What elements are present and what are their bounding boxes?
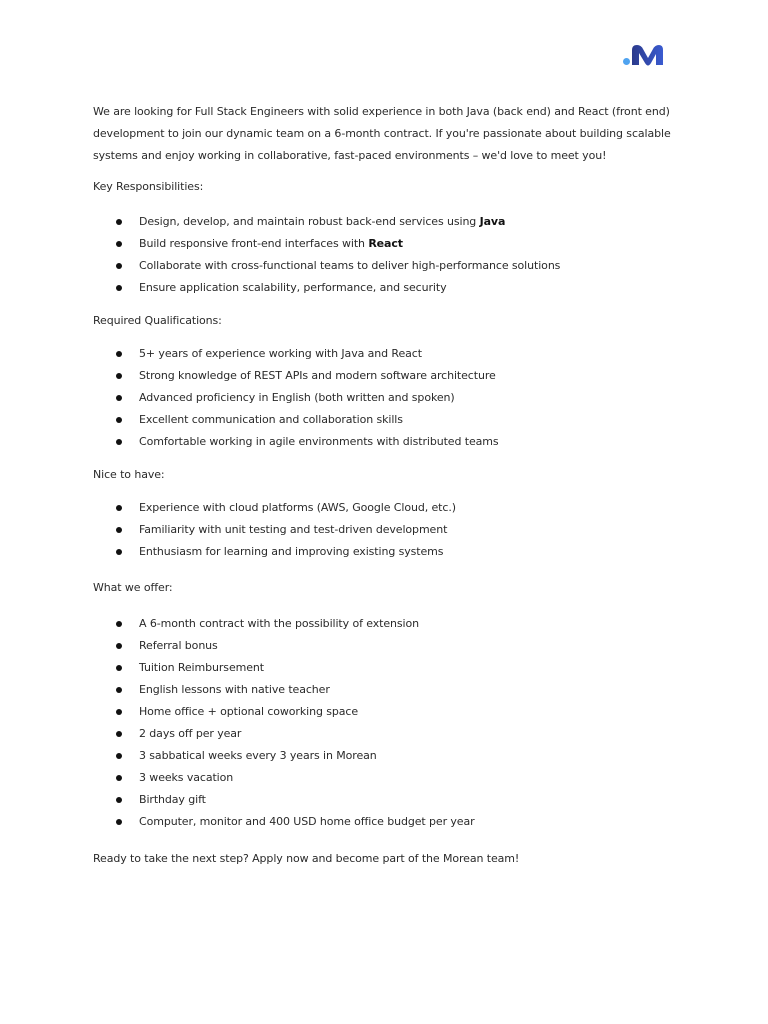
list-item: English lessons with native teacher: [93, 679, 683, 701]
bullet-icon: [116, 549, 122, 555]
nice-to-have-heading: Nice to have:: [93, 468, 165, 481]
offer-heading: What we offer:: [93, 581, 173, 594]
bullet-icon: [116, 709, 122, 715]
closing-paragraph: Ready to take the next step? Apply now and become part of the Morean team!: [93, 852, 520, 865]
job-description: [93, 101, 683, 867]
bullet-icon: [116, 241, 122, 247]
list-item: A 6-month contract with the possibility of extension: [93, 613, 683, 635]
list-item: Birthday gift: [93, 789, 683, 811]
list-item: 2 days off per year: [93, 723, 683, 745]
responsibilities-list: [93, 211, 683, 299]
list-item: 5+ years of experience working with Java and React: [93, 343, 683, 365]
bullet-icon: [116, 753, 122, 759]
list-item: Enthusiasm for learning and improving existing systems: [93, 541, 683, 563]
intro-paragraph: We are looking for Full Stack Engineers with solid experience in both Java (back end) and React (front end) development to join our dynamic team on a 6-month contract. If you're passionate about building scalable systems and enjoy working in collaborative, fast-paced environments – we'd love to meet you!: [93, 105, 671, 162]
list-item: Design, develop, and maintain robust back-end services using Java: [93, 211, 683, 233]
list-item: 3 weeks vacation: [93, 767, 683, 789]
list-item: Collaborate with cross-functional teams to deliver high-performance solutions: [93, 255, 683, 277]
bullet-icon: [116, 373, 122, 379]
bullet-icon: [116, 505, 122, 511]
list-item: Ensure application scalability, performance, and security: [93, 277, 683, 299]
bullet-icon: [116, 819, 122, 825]
bullet-icon: [116, 395, 122, 401]
bullet-icon: [116, 263, 122, 269]
list-item: Build responsive front-end interfaces with React: [93, 233, 683, 255]
bullet-icon: [116, 439, 122, 445]
bullet-icon: [116, 285, 122, 291]
list-item: Advanced proficiency in English (both written and spoken): [93, 387, 683, 409]
bullet-icon: [116, 797, 122, 803]
morean-m-logo-icon: [623, 44, 663, 66]
bullet-icon: [116, 527, 122, 533]
list-item: 3 sabbatical weeks every 3 years in Morean: [93, 745, 683, 767]
list-item: Experience with cloud platforms (AWS, Google Cloud, etc.): [93, 497, 683, 519]
list-item: Computer, monitor and 400 USD home office budget per year: [93, 811, 683, 833]
bullet-icon: [116, 665, 122, 671]
qualifications-heading: Required Qualifications:: [93, 314, 222, 327]
bullet-icon: [116, 731, 122, 737]
list-item: Strong knowledge of REST APIs and modern software architecture: [93, 365, 683, 387]
offer-list: [93, 613, 683, 833]
list-item: Excellent communication and collaboration skills: [93, 409, 683, 431]
bullet-icon: [116, 687, 122, 693]
bullet-icon: [116, 621, 122, 627]
list-item: Tuition Reimbursement: [93, 657, 683, 679]
bullet-icon: [116, 351, 122, 357]
bullet-icon: [116, 643, 122, 649]
bullet-icon: [116, 219, 122, 225]
responsibilities-heading: Key Responsibilities:: [93, 180, 204, 193]
list-item: Familiarity with unit testing and test-driven development: [93, 519, 683, 541]
nice-to-have-list: [93, 497, 683, 563]
list-item: Comfortable working in agile environments with distributed teams: [93, 431, 683, 453]
bullet-icon: [116, 775, 122, 781]
qualifications-list: [93, 343, 683, 453]
list-item: Referral bonus: [93, 635, 683, 657]
list-item: Home office + optional coworking space: [93, 701, 683, 723]
bullet-icon: [116, 417, 122, 423]
